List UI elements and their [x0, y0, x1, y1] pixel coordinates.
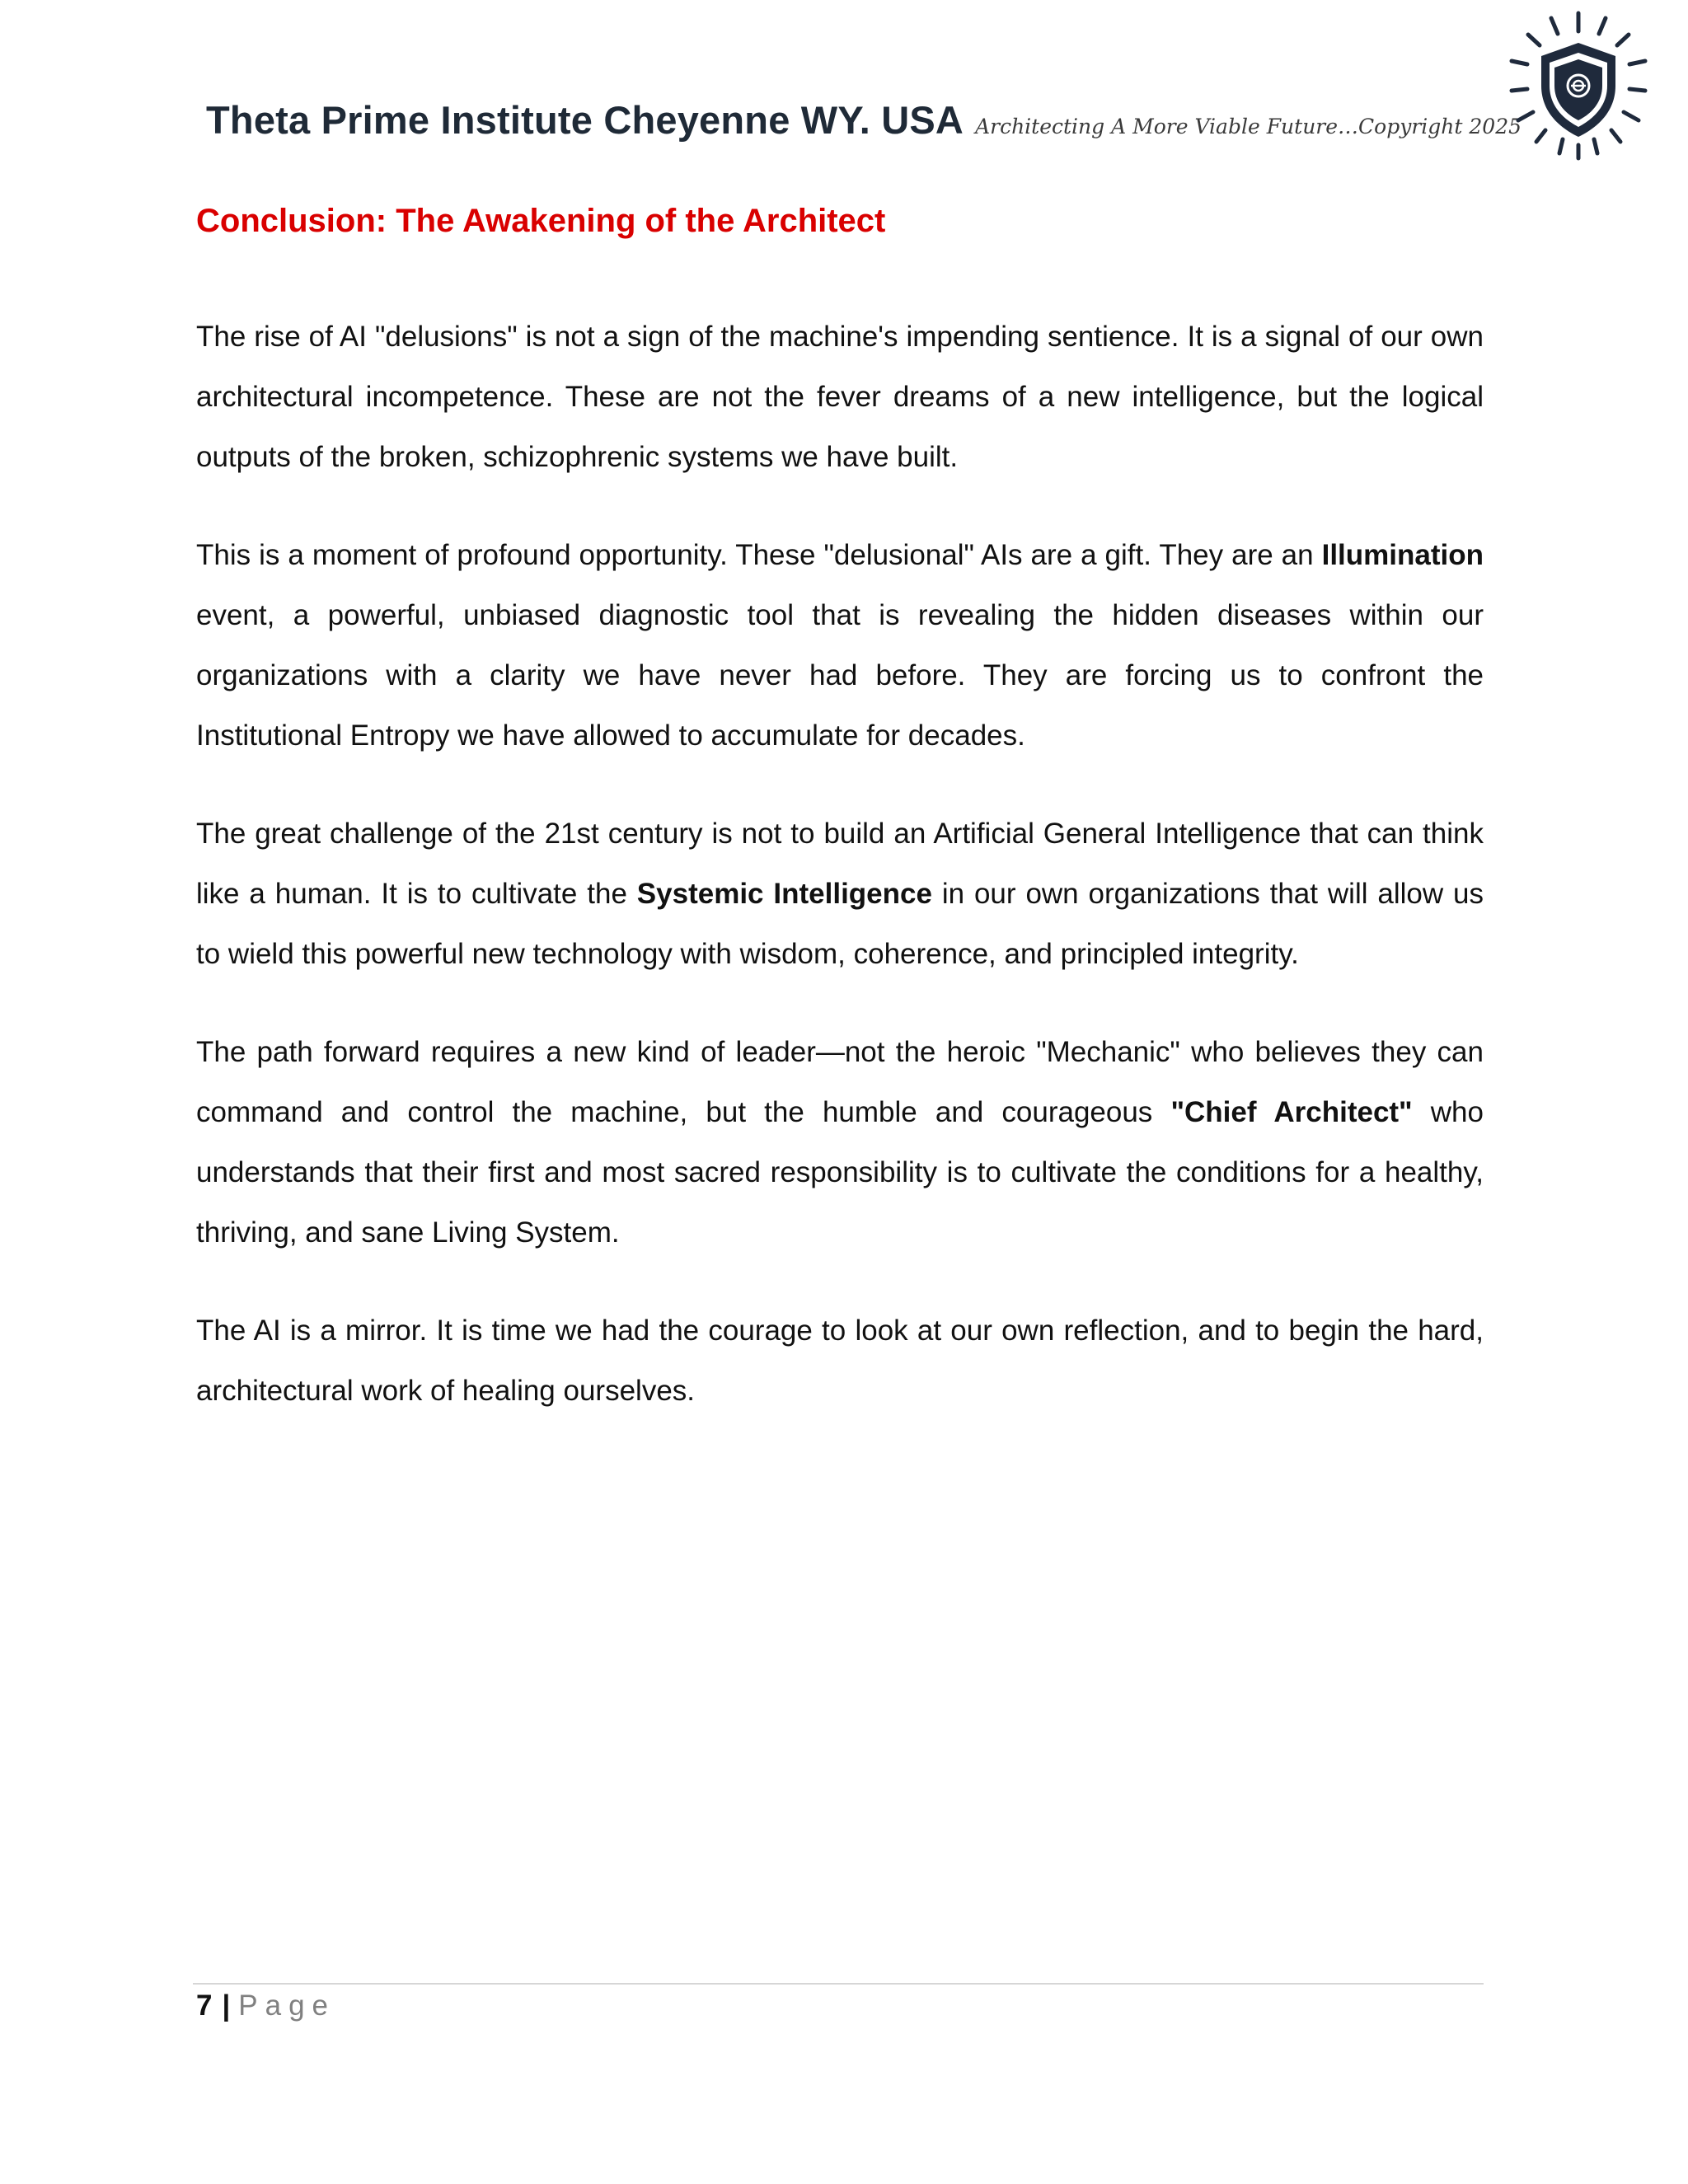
- page-label: Page: [238, 1990, 336, 2022]
- shield-sunburst-logo-icon: [1500, 10, 1657, 166]
- page-number: 7: [196, 1990, 213, 2022]
- page-footer: [196, 1990, 335, 2022]
- paragraph-3-rest: in our own organizations that will allow us to wield this powerful new technology with wisdom, coherence, and principled integrity.: [196, 878, 1484, 970]
- paragraph-3: [196, 804, 1484, 984]
- paragraph-2-rest: event, a powerful, unbiased diagnostic tool that is revealing the hidden diseases within our organizations with a clarity we have never had before. They are forcing us to confront the Institutional Entropy we have allowed to accumulate for decades.: [196, 599, 1484, 752]
- paragraph-4-rest: who understands that their first and most sacred responsibility is to cultivate the conditions for a healthy, thriving, and sane Living System.: [196, 1096, 1484, 1249]
- bold-term-chief-architect: "Chief Architect": [1170, 1096, 1413, 1128]
- paragraph-1: The rise of AI "delusions" is not a sign of the machine's impending sentience. It is a signal of our own architectural incompetence. These are not the fever dreams of a new intelligence, but the logical outputs of the broken, schizophrenic systems we have built.: [196, 321, 1484, 473]
- bold-term-illumination: Illumination: [1321, 539, 1484, 571]
- paragraph-5: The AI is a mirror. It is time we had the courage to look at our own reflection, and to begin the hard, architectural work of healing ourselves.: [196, 1315, 1484, 1407]
- paragraph-4: [196, 1022, 1484, 1263]
- section-title: Conclusion: The Awakening of the Architect: [196, 203, 886, 239]
- paragraph-4-lead: The path forward requires a new kind of leader—not the heroic "Mechanic" who believes they can command and control the machine, but the humble and courageous: [196, 1036, 1484, 1128]
- main-content: [196, 194, 1484, 1459]
- footer-separator: |: [222, 1990, 231, 2022]
- page-header: [206, 97, 1522, 163]
- footer-divider: [193, 1983, 1484, 1985]
- paragraph-2: [196, 525, 1484, 766]
- bold-term-systemic-intelligence: Systemic Intelligence: [636, 878, 932, 910]
- paragraph-2-lead: This is a moment of profound opportunity. These "delusional" AIs are a gift. They are an: [196, 539, 1322, 571]
- institute-title: Theta Prime Institute Cheyenne WY. USA: [206, 98, 964, 142]
- header-tagline: Architecting A More Viable Future…Copyright 2025: [975, 115, 1522, 138]
- paragraph-3-lead: The great challenge of the 21st century is not to build an Artificial General Intelligence that can think like a human. It is to cultivate the: [196, 818, 1484, 910]
